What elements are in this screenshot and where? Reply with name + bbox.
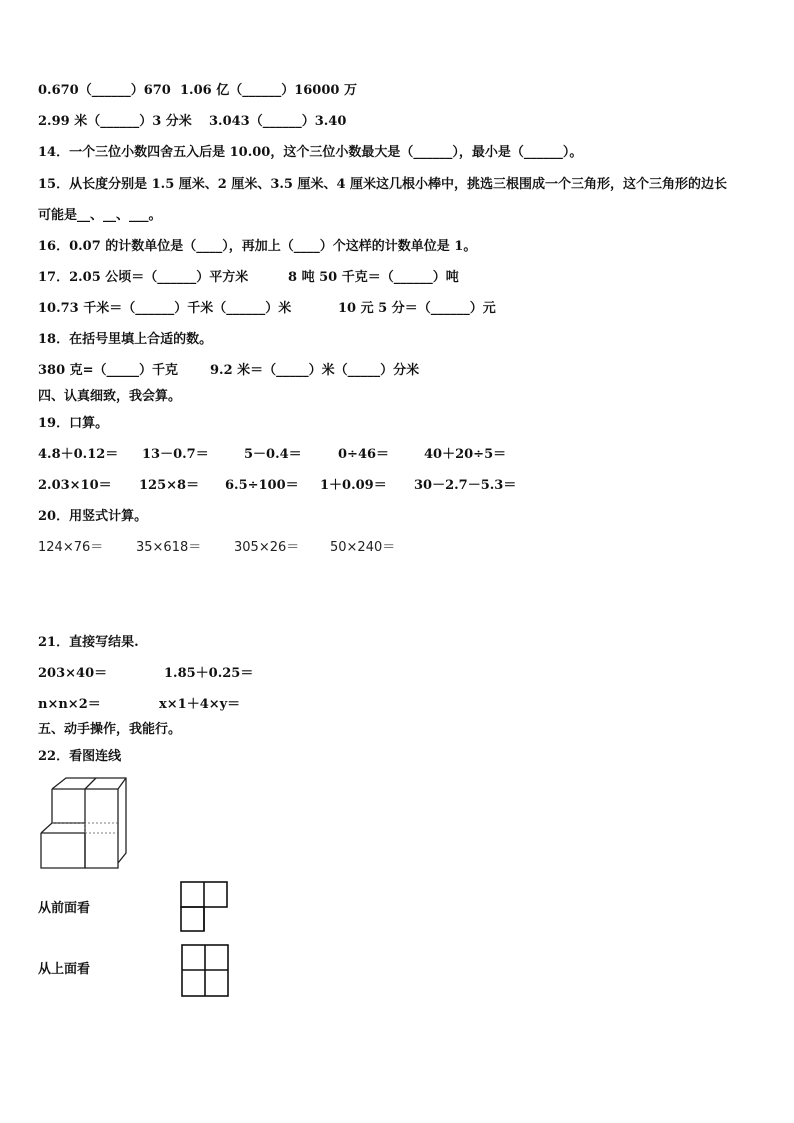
front-view-figure [180,881,230,933]
question-15: 15．从长度分别是 1.5 厘米、2 厘米、3.5 厘米、4 厘米这几根小棒中，挑选三根围成一个三角形，这个三角形的边长 [38,177,728,192]
math-expression: 6.5÷100＝ [225,478,299,493]
question-16: 16．0.07 的计数单位是（____），再加上（____）个这样的计数单位是 1。 [38,239,477,254]
question-20: 20．用竖式计算。 [38,509,148,524]
conversion-item: 380 克=（_____）千克 [38,363,179,378]
math-expression: n×n×2＝ [38,697,101,712]
question-19: 19．口算。 [38,416,109,431]
math-expression: 35×618＝ [136,540,202,555]
compare-item: 0.670（______）670 [38,83,171,98]
question-18: 18．在括号里填上合适的数。 [38,332,213,347]
math-expression: 40＋20÷5＝ [424,447,507,462]
math-expression: 124×76＝ [38,540,104,555]
math-expression: 2.03×10＝ [38,478,112,493]
compare-item: 2.99 米（______）3 分米 [38,114,192,129]
conversion-item: 9.2 米＝（_____）米（_____）分米 [210,363,420,378]
math-expression: 50×240＝ [330,540,396,555]
question-21: 21．直接写结果. [38,635,139,650]
compare-item: 3.043（______）3.40 [209,114,347,129]
math-expression: 1.85＋0.25＝ [164,666,254,681]
section-5-heading: 五、动手操作，我能行。 [38,722,182,737]
compare-item: 1.06 亿（______）16000 万 [180,83,357,98]
math-expression: 4.8＋0.12＝ [38,447,119,462]
question-22: 22．看图连线 [38,749,122,764]
question-15-answer: 可能是__、__、___。 [38,208,162,223]
math-expression: 125×8＝ [139,478,200,493]
conversion-item: 10.73 千米＝（______）千米（______）米 [38,301,292,316]
conversion-item: 8 吨 50 千克＝（______）吨 [288,270,459,285]
label-top-view: 从上面看 [38,962,91,977]
math-expression: 305×26＝ [234,540,300,555]
top-view-figure [181,944,231,998]
conversion-item: 17．2.05 公顷＝（______）平方米 [38,270,249,285]
math-expression: 203×40＝ [38,666,108,681]
question-14: 14．一个三位小数四舍五入后是 10.00，这个三位小数最大是（______），最小是（______）。 [38,145,583,160]
math-expression: 5－0.4＝ [244,447,302,462]
math-expression: 13－0.7＝ [142,447,209,462]
conversion-item: 10 元 5 分＝（______）元 [338,301,496,316]
math-expression: 30－2.7－5.3＝ [414,478,517,493]
math-expression: 0÷46＝ [338,447,390,462]
label-front-view: 从前面看 [38,901,91,916]
math-expression: 1＋0.09＝ [320,478,387,493]
section-4-heading: 四、认真细致，我会算。 [38,389,182,404]
math-expression: x×1＋4×y＝ [159,697,241,712]
cube-stack-figure [38,775,130,873]
